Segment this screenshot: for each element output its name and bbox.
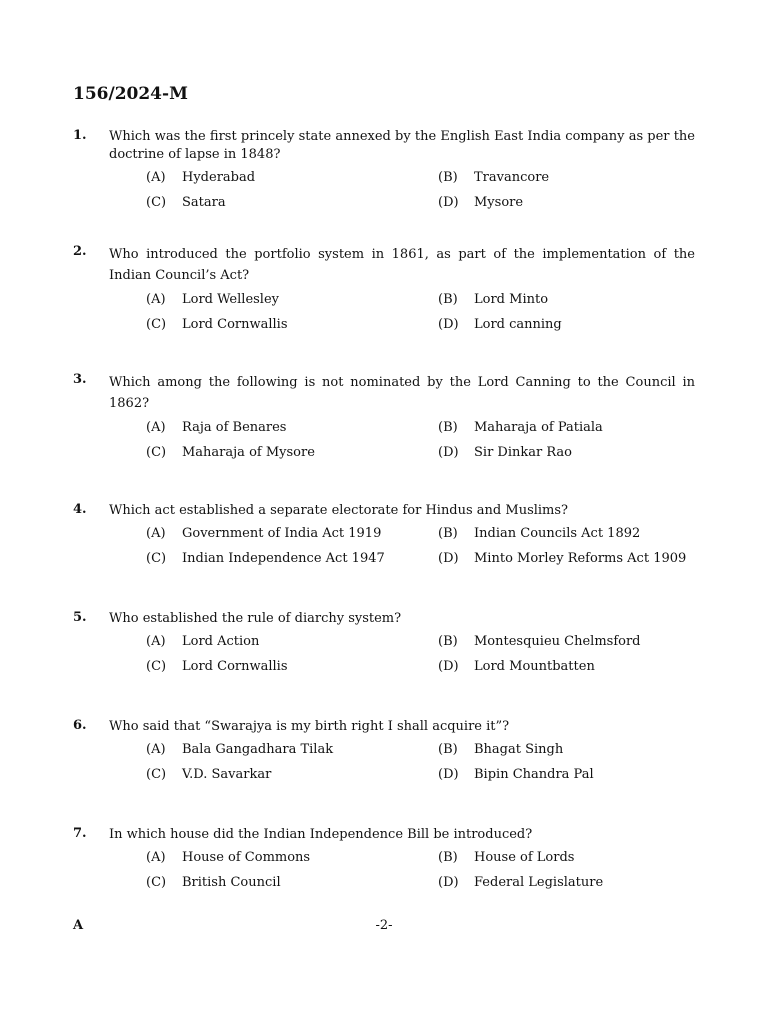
option-label: (B) (438, 292, 458, 307)
option-text: Maharaja of Mysore (182, 445, 315, 460)
option-label: (C) (146, 875, 167, 890)
option-text: Indian Independence Act 1947 (182, 551, 385, 566)
option-label: (A) (146, 420, 166, 435)
option-label: (B) (438, 742, 458, 757)
option-text: House of Commons (182, 850, 311, 865)
page-number: -2- (375, 918, 393, 933)
option-label: (C) (146, 445, 167, 460)
option-text: Lord Minto (474, 292, 549, 307)
question-text: Which act established a separate electorate for Hindus and Muslims? (109, 503, 569, 518)
option-text: Bipin Chandra Pal (474, 767, 594, 782)
question-6 (73, 718, 695, 792)
options (73, 632, 695, 684)
option-text: Minto Morley Reforms Act 1909 (474, 551, 687, 566)
option-label: (D) (438, 875, 459, 890)
question-3 (73, 372, 695, 470)
option-label: (C) (146, 767, 167, 782)
option-label: (B) (438, 170, 458, 185)
option-label: (D) (438, 195, 459, 210)
option-text: Lord Cornwallis (182, 317, 288, 332)
option-text: Lord Wellesley (182, 292, 279, 307)
question-number: 1. (73, 128, 87, 143)
question-number: 4. (73, 502, 87, 517)
option-label: (A) (146, 526, 166, 541)
question-text: Who introduced the portfolio system in 1861, as part of the implementation of the Indian Council’s Act? (109, 247, 695, 283)
option-label: (D) (438, 445, 459, 460)
option-label: (C) (146, 551, 167, 566)
option-text: Mysore (474, 195, 524, 210)
question-number: 6. (73, 718, 87, 733)
option-label: (A) (146, 170, 166, 185)
option-label: (D) (438, 317, 459, 332)
option-text: Bala Gangadhara Tilak (182, 742, 334, 757)
question-number: 3. (73, 372, 87, 387)
option-text: British Council (182, 875, 281, 890)
option-label: (D) (438, 659, 459, 674)
option-label: (B) (438, 634, 458, 649)
series-label: A (73, 918, 84, 933)
option-label: (A) (146, 850, 166, 865)
options (73, 848, 695, 900)
option-label: (B) (438, 850, 458, 865)
option-text: Lord Cornwallis (182, 659, 288, 674)
option-text: Maharaja of Patiala (474, 420, 603, 435)
question-text: Who said that “Swarajya is my birth right I shall acquire it”? (109, 719, 510, 734)
option-text: Lord Action (182, 634, 260, 649)
option-text: Bhagat Singh (474, 742, 564, 757)
options (73, 290, 695, 342)
question-1 (73, 128, 695, 220)
question-4 (73, 502, 695, 576)
question-text: Who established the rule of diarchy system? (109, 611, 402, 626)
options (73, 168, 695, 220)
option-label: (D) (438, 767, 459, 782)
option-label: (A) (146, 292, 166, 307)
option-label: (C) (146, 195, 167, 210)
options (73, 524, 695, 576)
option-text: Indian Councils Act 1892 (474, 526, 641, 541)
options (73, 418, 695, 470)
option-text: Federal Legislature (474, 875, 604, 890)
question-number: 7. (73, 826, 87, 841)
option-label: (B) (438, 420, 458, 435)
options (73, 740, 695, 792)
option-text: Hyderabad (182, 170, 256, 185)
option-text: Travancore (474, 170, 550, 185)
question-text: Which was the first princely state annexed by the English East India company as per the doctrine of lapse in 1848? (109, 129, 695, 162)
option-text: Lord canning (474, 317, 562, 332)
question-5 (73, 610, 695, 684)
option-label: (A) (146, 634, 166, 649)
question-2 (73, 244, 695, 342)
option-label: (C) (146, 659, 167, 674)
question-7 (73, 826, 695, 900)
question-number: 2. (73, 244, 87, 259)
option-label: (B) (438, 526, 458, 541)
option-text: Satara (182, 195, 226, 210)
question-text: In which house did the Indian Independence Bill be introduced? (109, 827, 533, 842)
option-label: (D) (438, 551, 459, 566)
option-text: House of Lords (474, 850, 575, 865)
option-text: Government of India Act 1919 (182, 526, 382, 541)
question-text: Which among the following is not nominated by the Lord Canning to the Council in 1862? (109, 375, 695, 411)
option-text: Montesquieu Chelmsford (474, 634, 641, 649)
option-text: Lord Mountbatten (474, 659, 595, 674)
option-label: (C) (146, 317, 167, 332)
option-label: (A) (146, 742, 166, 757)
question-number: 5. (73, 610, 87, 625)
paper-code: 156/2024-M (73, 84, 188, 104)
option-text: Sir Dinkar Rao (474, 445, 573, 460)
option-text: Raja of Benares (182, 420, 287, 435)
option-text: V.D. Savarkar (182, 767, 272, 782)
